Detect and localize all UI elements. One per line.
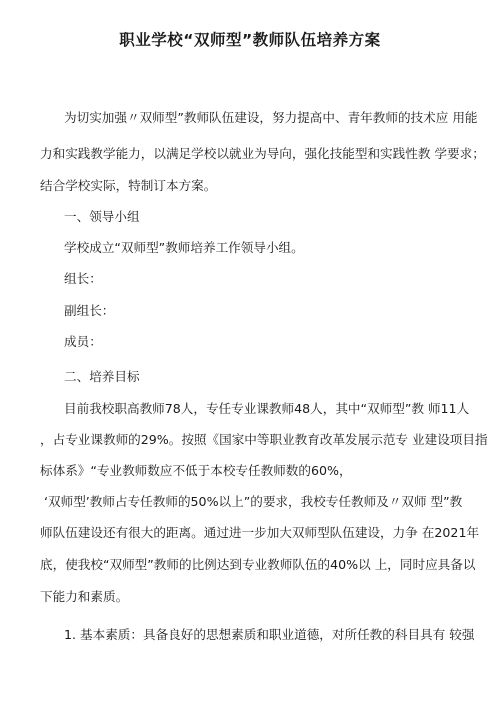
goals-line-4: ‘双师型’教师占专任教师的50%以上”的要求，我校专任教师及〃双师 型”教 (44, 494, 463, 509)
intro-line-3: 结合学校实际，特制订本方案。 (40, 178, 217, 193)
goals-line-2: ，占专业课教师的29%。按照《国家中等职业教育改革发展示范专 业建设项目指 (40, 432, 488, 447)
deputy-leader-label: 副组长： (64, 303, 115, 318)
goals-line-5: 师队伍建设还有很大的距离。通过进一步加大双师型队伍建设，力争 在2021年 (40, 525, 480, 540)
intro-line-2: 力和实践教学能力，以满足学校以就业为导向，强化技能型和实践性教 学要求； (40, 146, 485, 161)
leadership-text: 学校成立“双师型”教师培养工作领导小组。 (64, 240, 304, 255)
goals-line-3: 标体系》“专业教师数应不低于本校专任教师数的60%， (40, 463, 352, 478)
document-title: 职业学校“双师型”教师队伍培养方案 (119, 31, 381, 49)
basic-quality-line: 1. 基本素质：具备良好的思想素质和职业道德，对所任教的科目具有 较强 (64, 627, 475, 642)
intro-line-1: 为切实加强〃双师型”教师队伍建设，努力提高中、青年教师的技术应 用能 (64, 110, 478, 125)
section-heading-leadership: 一、领导小组 (64, 209, 140, 224)
goals-line-1: 目前我校职高教师78人，专任专业课教师48人，其中“双师型”教 师11人 (64, 401, 470, 416)
leader-label: 组长： (64, 271, 102, 286)
section-heading-goals: 二、培养目标 (64, 369, 140, 384)
members-label: 成员： (64, 334, 102, 349)
goals-line-6: 底，使我校“双师型”教师的比例达到专业教师队伍的40%以 上，同时应具备以 (40, 557, 476, 572)
goals-line-7: 下能力和素质。 (40, 589, 129, 604)
